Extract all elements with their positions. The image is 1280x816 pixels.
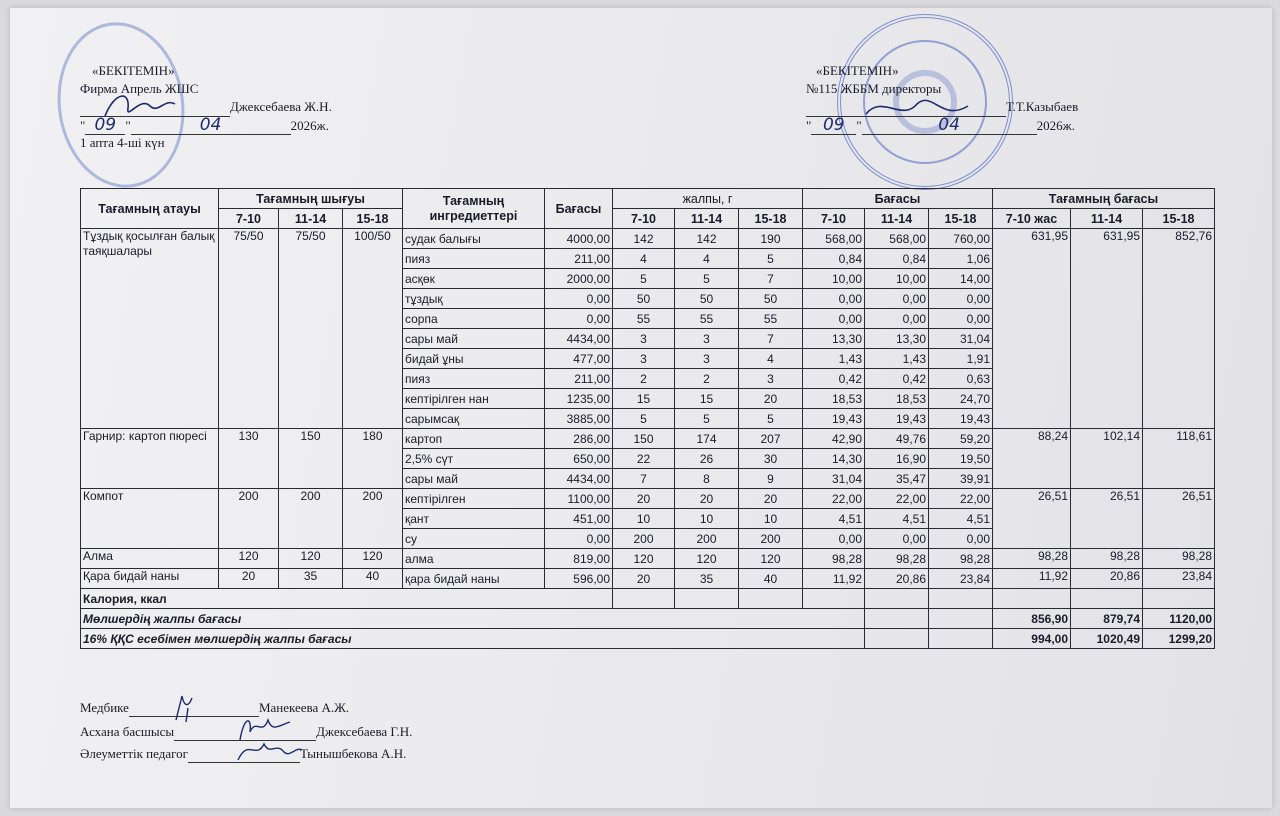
ingredient-cost: 22,00 xyxy=(865,489,929,509)
dish-price-total: 26,51 xyxy=(993,489,1071,549)
ingredient-grams: 3 xyxy=(675,349,739,369)
ingredient-grams: 2 xyxy=(675,369,739,389)
ingredient-name: 2,5% сүт xyxy=(403,449,545,469)
cook-signature-line xyxy=(174,724,316,741)
dish-name: Алма xyxy=(81,549,219,569)
dish-output: 200 xyxy=(279,489,343,549)
ingredient-grams: 55 xyxy=(739,309,803,329)
ped-name: Тынышбекова А.Н. xyxy=(299,746,407,761)
ingredient-grams: 15 xyxy=(613,389,675,409)
date-day-right: 09 xyxy=(811,116,856,135)
date-year-left: 2026ж. xyxy=(290,118,329,133)
col-dish-name: Тағамның атауы xyxy=(81,189,219,229)
dish-output: 20 xyxy=(219,569,279,589)
ingredient-price: 4000,00 xyxy=(545,229,613,249)
ingredient-cost: 0,00 xyxy=(865,289,929,309)
ingredient-grams: 142 xyxy=(675,229,739,249)
ingredient-grams: 200 xyxy=(739,529,803,549)
dish-price-total: 118,61 xyxy=(1143,429,1215,489)
dish-output: 75/50 xyxy=(219,229,279,429)
sub-c-1518: 15-18 xyxy=(929,209,993,229)
ingredient-cost: 98,28 xyxy=(865,549,929,569)
ingredient-cost: 19,50 xyxy=(929,449,993,469)
ingredient-cost: 98,28 xyxy=(803,549,865,569)
ingredient-price: 0,00 xyxy=(545,309,613,329)
vat-row xyxy=(81,629,1215,649)
nurse-role: Медбике xyxy=(80,700,129,715)
date-year-right: 2026ж. xyxy=(1036,118,1075,133)
ingredient-cost: 0,00 xyxy=(803,529,865,549)
dish-price-total: 26,51 xyxy=(1143,489,1215,549)
ingredient-price: 4434,00 xyxy=(545,329,613,349)
ingredient-cost: 10,00 xyxy=(865,269,929,289)
header-right-block xyxy=(806,80,1078,134)
dish-price-total: 98,28 xyxy=(1071,549,1143,569)
ingredient-price: 2000,00 xyxy=(545,269,613,289)
ingredient-cost: 4,51 xyxy=(865,509,929,529)
ingredient-cost: 18,53 xyxy=(865,389,929,409)
ingredient-grams: 5 xyxy=(675,409,739,429)
ingredient-grams: 150 xyxy=(613,429,675,449)
header-right-approve: «БЕКІТЕМІН» xyxy=(816,63,899,78)
footer-nurse xyxy=(80,700,349,717)
cook-role: Асхана басшысы xyxy=(80,724,175,739)
ingredient-grams: 50 xyxy=(739,289,803,309)
ingredient-grams: 142 xyxy=(613,229,675,249)
ingredient-cost: 19,43 xyxy=(865,409,929,429)
ingredient-cost: 31,04 xyxy=(803,469,865,489)
col-cost: Бағасы xyxy=(803,189,993,209)
dish-output: 130 xyxy=(219,429,279,489)
ingredient-price: 0,00 xyxy=(545,289,613,309)
ingredient-name: сорпа xyxy=(403,309,545,329)
footer-ped xyxy=(80,746,406,763)
ingredient-name: картоп xyxy=(403,429,545,449)
ingredient-grams: 20 xyxy=(613,489,675,509)
col-ingredients xyxy=(403,189,545,229)
dish-price-total: 20,86 xyxy=(1071,569,1143,589)
ingredient-grams: 5 xyxy=(613,269,675,289)
ingredient-name: пияз xyxy=(403,249,545,269)
col-output: Тағамның шығуы xyxy=(219,189,403,209)
ped-signature-line xyxy=(188,746,300,763)
ingredient-name: қара бидай наны xyxy=(403,569,545,589)
table-row xyxy=(81,569,1215,589)
dish-name: Қара бидай наны xyxy=(81,569,219,589)
dish-price-total: 98,28 xyxy=(993,549,1071,569)
ingredient-price: 451,00 xyxy=(545,509,613,529)
ingredient-price: 211,00 xyxy=(545,249,613,269)
ingredient-grams: 10 xyxy=(613,509,675,529)
ingredient-name: кептірілген нан xyxy=(403,389,545,409)
ingredient-cost: 0,00 xyxy=(803,309,865,329)
ingredient-grams: 10 xyxy=(675,509,739,529)
calories-row xyxy=(81,589,1215,609)
sub-c-1114: 11-14 xyxy=(865,209,929,229)
ingredient-grams: 30 xyxy=(739,449,803,469)
dish-output: 180 xyxy=(343,429,403,489)
col-dish-price: Тағамның бағасы xyxy=(993,189,1215,209)
ingredient-cost: 98,28 xyxy=(929,549,993,569)
ingredient-cost: 1,43 xyxy=(865,349,929,369)
dish-price-total: 102,14 xyxy=(1071,429,1143,489)
ingredient-name: тұздық xyxy=(403,289,545,309)
total-label: Мөлшердің жалпы бағасы xyxy=(81,609,865,629)
dish-price-total: 26,51 xyxy=(1071,489,1143,549)
ingredient-grams: 190 xyxy=(739,229,803,249)
ingredient-grams: 50 xyxy=(675,289,739,309)
date-quote-close: " xyxy=(125,118,131,133)
date-day-left: 09 xyxy=(85,116,125,135)
ingredient-name: сары май xyxy=(403,469,545,489)
ingredient-grams: 20 xyxy=(613,569,675,589)
ingredient-cost: 18,53 xyxy=(803,389,865,409)
ingredient-price: 286,00 xyxy=(545,429,613,449)
ingredient-price: 819,00 xyxy=(545,549,613,569)
sub-p-710: 7-10 жас xyxy=(993,209,1071,229)
date-month-left: 04 xyxy=(131,116,291,135)
ingredient-grams: 35 xyxy=(675,569,739,589)
sub-p-1114: 11-14 xyxy=(1071,209,1143,229)
ingredient-cost: 19,43 xyxy=(929,409,993,429)
ingredient-cost: 0,84 xyxy=(865,249,929,269)
week-day-label: 1 апта 4-ші күн xyxy=(80,135,165,150)
col-gross: жалпы, г xyxy=(613,189,803,209)
ingredient-price: 1100,00 xyxy=(545,489,613,509)
ingredient-price: 0,00 xyxy=(545,529,613,549)
dish-output: 40 xyxy=(343,569,403,589)
sub-out-710: 7-10 xyxy=(219,209,279,229)
ingredient-cost: 0,00 xyxy=(865,309,929,329)
ingredient-cost: 24,70 xyxy=(929,389,993,409)
total-1114: 879,74 xyxy=(1071,609,1143,629)
sub-p-1518: 15-18 xyxy=(1143,209,1215,229)
ingredient-grams: 10 xyxy=(739,509,803,529)
ingredient-price: 596,00 xyxy=(545,569,613,589)
ingredient-cost: 42,90 xyxy=(803,429,865,449)
total-710: 856,90 xyxy=(993,609,1071,629)
ingredient-grams: 50 xyxy=(613,289,675,309)
ingredient-cost: 16,90 xyxy=(865,449,929,469)
date-quote-close-right: " xyxy=(856,118,862,133)
ingredient-cost: 39,91 xyxy=(929,469,993,489)
vat-710: 994,00 xyxy=(993,629,1071,649)
ingredient-cost: 13,30 xyxy=(865,329,929,349)
dish-output: 200 xyxy=(219,489,279,549)
menu-table xyxy=(80,188,1215,649)
header-right-org: №115 ЖББМ директоры xyxy=(806,81,942,96)
dish-price-total: 631,95 xyxy=(1071,229,1143,429)
ingredient-grams: 20 xyxy=(675,489,739,509)
table-row xyxy=(81,549,1215,569)
ingredient-cost: 22,00 xyxy=(929,489,993,509)
ped-role: Әлеуметтік педагог xyxy=(80,746,188,761)
ingredient-grams: 5 xyxy=(739,249,803,269)
dish-name: Тұздық қосылған балық таяқшалары xyxy=(81,229,219,429)
date-quote-open-right: " xyxy=(806,118,812,133)
ingredient-grams: 20 xyxy=(739,489,803,509)
ingredient-price: 1235,00 xyxy=(545,389,613,409)
footer-cook xyxy=(80,724,412,741)
ingredient-grams: 4 xyxy=(675,249,739,269)
ingredient-price: 650,00 xyxy=(545,449,613,469)
dish-price-total: 852,76 xyxy=(1143,229,1215,429)
ingredient-grams: 15 xyxy=(675,389,739,409)
header-right-signer: Т.Т.Казыбаев xyxy=(1006,99,1079,114)
ingredient-grams: 20 xyxy=(739,389,803,409)
ingredient-name: қант xyxy=(403,509,545,529)
dish-price-total: 23,84 xyxy=(1143,569,1215,589)
ingredient-cost: 31,04 xyxy=(929,329,993,349)
ingredient-grams: 4 xyxy=(613,249,675,269)
ingredient-cost: 568,00 xyxy=(865,229,929,249)
ingredient-grams: 40 xyxy=(739,569,803,589)
menu-body xyxy=(81,229,1215,589)
ingredient-cost: 0,00 xyxy=(865,529,929,549)
col-ingredients-line2: ингредиеттері xyxy=(429,208,518,223)
ingredient-cost: 19,43 xyxy=(803,409,865,429)
nurse-signature-line xyxy=(129,700,259,717)
ingredient-cost: 0,42 xyxy=(803,369,865,389)
ingredient-name: бидай ұны xyxy=(403,349,545,369)
ingredient-grams: 7 xyxy=(739,269,803,289)
table-row xyxy=(81,429,1215,449)
sub-c-710: 7-10 xyxy=(803,209,865,229)
ingredient-cost: 760,00 xyxy=(929,229,993,249)
ingredient-price: 3885,00 xyxy=(545,409,613,429)
ingredient-cost: 1,91 xyxy=(929,349,993,369)
dish-price-total: 88,24 xyxy=(993,429,1071,489)
ingredient-grams: 207 xyxy=(739,429,803,449)
ingredient-cost: 10,00 xyxy=(803,269,865,289)
ingredient-cost: 22,00 xyxy=(803,489,865,509)
ingredient-cost: 1,06 xyxy=(929,249,993,269)
date-month-right: 04 xyxy=(862,116,1037,135)
header-left-block xyxy=(80,80,332,152)
ingredient-cost: 4,51 xyxy=(803,509,865,529)
ingredient-name: судак балығы xyxy=(403,229,545,249)
total-row xyxy=(81,609,1215,629)
ingredient-grams: 7 xyxy=(613,469,675,489)
ingredient-price: 477,00 xyxy=(545,349,613,369)
ingredient-grams: 5 xyxy=(739,409,803,429)
header-left-org: Фирма Апрель ЖШС xyxy=(80,81,199,96)
ingredient-grams: 120 xyxy=(739,549,803,569)
col-ingredients-line1: Тағамның xyxy=(442,193,505,208)
ingredient-name: алма xyxy=(403,549,545,569)
total-1518: 1120,00 xyxy=(1143,609,1215,629)
ingredient-price: 4434,00 xyxy=(545,469,613,489)
ingredient-cost: 13,30 xyxy=(803,329,865,349)
ingredient-grams: 3 xyxy=(613,349,675,369)
ingredient-grams: 26 xyxy=(675,449,739,469)
dish-price-total: 11,92 xyxy=(993,569,1071,589)
header-left-signer: Джексебаева Ж.Н. xyxy=(230,99,332,114)
vat-1114: 1020,49 xyxy=(1071,629,1143,649)
dish-price-total: 98,28 xyxy=(1143,549,1215,569)
ingredient-cost: 568,00 xyxy=(803,229,865,249)
ingredient-name: су xyxy=(403,529,545,549)
ingredient-cost: 14,00 xyxy=(929,269,993,289)
ingredient-grams: 55 xyxy=(613,309,675,329)
header-right xyxy=(816,62,899,80)
ingredient-grams: 5 xyxy=(675,269,739,289)
dish-output: 200 xyxy=(343,489,403,549)
dish-name: Гарнир: картоп пюресі xyxy=(81,429,219,489)
ingredient-grams: 120 xyxy=(675,549,739,569)
ingredient-grams: 120 xyxy=(613,549,675,569)
sub-out-1518: 15-18 xyxy=(343,209,403,229)
ingredient-grams: 3 xyxy=(613,329,675,349)
vat-label: 16% ҚҚС есебімен мөлшердің жалпы бағасы xyxy=(81,629,865,649)
dish-output: 75/50 xyxy=(279,229,343,429)
dish-output: 100/50 xyxy=(343,229,403,429)
ingredient-grams: 5 xyxy=(613,409,675,429)
ingredient-cost: 20,86 xyxy=(865,569,929,589)
cook-name: Джексебаева Г.Н. xyxy=(316,724,413,739)
dish-output: 120 xyxy=(279,549,343,569)
ingredient-cost: 14,30 xyxy=(803,449,865,469)
ingredient-cost: 0,84 xyxy=(803,249,865,269)
dish-price-total: 631,95 xyxy=(993,229,1071,429)
ingredient-cost: 0,00 xyxy=(929,309,993,329)
ingredient-name: сарымсақ xyxy=(403,409,545,429)
ingredient-cost: 0,00 xyxy=(803,289,865,309)
ingredient-grams: 2 xyxy=(613,369,675,389)
dish-output: 120 xyxy=(219,549,279,569)
ingredient-name: пияз xyxy=(403,369,545,389)
table-row xyxy=(81,229,1215,249)
ingredient-cost: 59,20 xyxy=(929,429,993,449)
ingredient-cost: 0,63 xyxy=(929,369,993,389)
ingredient-cost: 0,00 xyxy=(929,529,993,549)
header-left xyxy=(92,62,175,80)
dish-output: 35 xyxy=(279,569,343,589)
ingredient-grams: 200 xyxy=(675,529,739,549)
ingredient-grams: 9 xyxy=(739,469,803,489)
ingredient-name: асқөк xyxy=(403,269,545,289)
sub-g-1518: 15-18 xyxy=(739,209,803,229)
ingredient-cost: 49,76 xyxy=(865,429,929,449)
ingredient-cost: 0,00 xyxy=(929,289,993,309)
dish-output: 150 xyxy=(279,429,343,489)
ingredient-name: кептірілген xyxy=(403,489,545,509)
ingredient-price: 211,00 xyxy=(545,369,613,389)
dish-output: 120 xyxy=(343,549,403,569)
vat-1518: 1299,20 xyxy=(1143,629,1215,649)
ingredient-grams: 55 xyxy=(675,309,739,329)
col-price: Бағасы xyxy=(545,189,613,229)
ingredient-grams: 3 xyxy=(675,329,739,349)
ingredient-cost: 4,51 xyxy=(929,509,993,529)
ingredient-grams: 200 xyxy=(613,529,675,549)
table-row xyxy=(81,489,1215,509)
ingredient-grams: 3 xyxy=(739,369,803,389)
calories-label: Калория, ккал xyxy=(81,589,613,609)
ingredient-cost: 11,92 xyxy=(803,569,865,589)
sub-g-710: 7-10 xyxy=(613,209,675,229)
nurse-name: Манекеева А.Ж. xyxy=(258,700,350,715)
ingredient-name: сары май xyxy=(403,329,545,349)
ingredient-cost: 23,84 xyxy=(929,569,993,589)
sub-out-1114: 11-14 xyxy=(279,209,343,229)
ingredient-grams: 174 xyxy=(675,429,739,449)
ingredient-grams: 22 xyxy=(613,449,675,469)
ingredient-grams: 7 xyxy=(739,329,803,349)
ingredient-grams: 4 xyxy=(739,349,803,369)
dish-name: Компот xyxy=(81,489,219,549)
header-left-approve: «БЕКІТЕМІН» xyxy=(92,63,175,78)
ingredient-cost: 1,43 xyxy=(803,349,865,369)
ingredient-grams: 8 xyxy=(675,469,739,489)
ingredient-cost: 35,47 xyxy=(865,469,929,489)
ingredient-cost: 0,42 xyxy=(865,369,929,389)
date-quote-open: " xyxy=(80,118,86,133)
sub-g-1114: 11-14 xyxy=(675,209,739,229)
